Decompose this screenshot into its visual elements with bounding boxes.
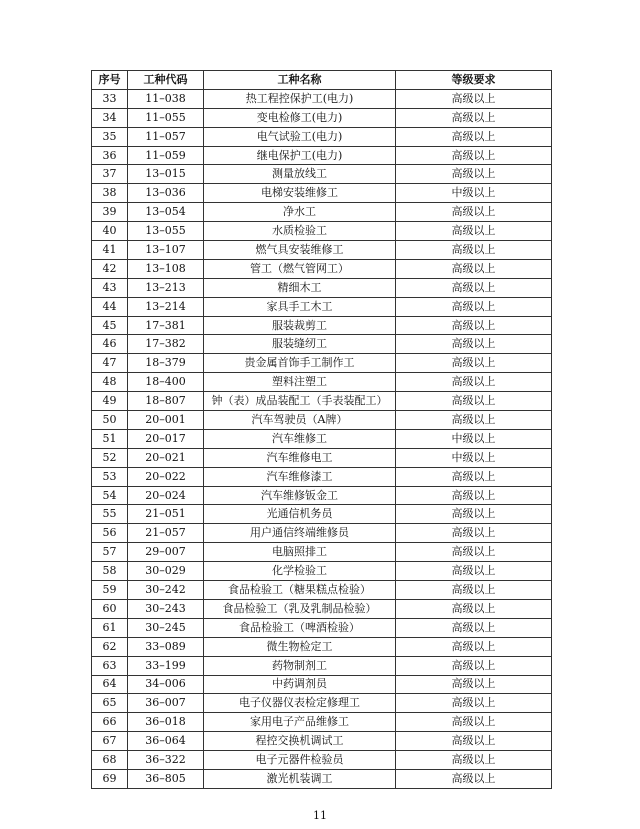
cell-occupation-code: 11–055 — [128, 108, 204, 127]
table-row — [92, 335, 552, 354]
cell-serial-number: 38 — [92, 184, 128, 203]
cell-serial-number: 55 — [92, 505, 128, 524]
cell-level-requirement: 高级以上 — [396, 259, 552, 278]
cell-occupation-code: 17–381 — [128, 316, 204, 335]
cell-serial-number: 65 — [92, 694, 128, 713]
cell-occupation-code: 18–379 — [128, 354, 204, 373]
table-row — [92, 354, 552, 373]
cell-level-requirement: 中级以上 — [396, 184, 552, 203]
cell-level-requirement: 高级以上 — [396, 165, 552, 184]
cell-level-requirement: 高级以上 — [396, 354, 552, 373]
table-row — [92, 751, 552, 770]
table-row — [92, 89, 552, 108]
table-row — [92, 316, 552, 335]
table-row — [92, 675, 552, 694]
cell-occupation-name: 用户通信终端维修员 — [204, 524, 396, 543]
table-row — [92, 524, 552, 543]
cell-level-requirement: 高级以上 — [396, 675, 552, 694]
cell-level-requirement: 高级以上 — [396, 203, 552, 222]
cell-level-requirement: 高级以上 — [396, 316, 552, 335]
cell-serial-number: 46 — [92, 335, 128, 354]
cell-serial-number: 42 — [92, 259, 128, 278]
cell-occupation-code: 36–322 — [128, 751, 204, 770]
cell-occupation-code: 17–382 — [128, 335, 204, 354]
cell-occupation-name: 变电检修工(电力) — [204, 108, 396, 127]
table-row — [92, 392, 552, 411]
cell-occupation-name: 激光机装调工 — [204, 769, 396, 788]
cell-occupation-code: 13–055 — [128, 222, 204, 241]
cell-occupation-code: 29–007 — [128, 543, 204, 562]
cell-occupation-name: 光通信机务员 — [204, 505, 396, 524]
header-occupation-code: 工种代码 — [128, 71, 204, 90]
cell-level-requirement: 高级以上 — [396, 467, 552, 486]
cell-level-requirement: 高级以上 — [396, 732, 552, 751]
cell-occupation-name: 食品检验工（乳及乳制品检验） — [204, 599, 396, 618]
cell-level-requirement: 高级以上 — [396, 562, 552, 581]
table-body — [92, 89, 552, 788]
cell-occupation-code: 30–029 — [128, 562, 204, 581]
cell-level-requirement: 高级以上 — [396, 486, 552, 505]
table-row — [92, 184, 552, 203]
cell-occupation-code: 13–054 — [128, 203, 204, 222]
table-header-row — [92, 71, 552, 90]
cell-occupation-code: 36–805 — [128, 769, 204, 788]
cell-occupation-name: 电脑照排工 — [204, 543, 396, 562]
cell-serial-number: 56 — [92, 524, 128, 543]
cell-occupation-code: 18–807 — [128, 392, 204, 411]
cell-occupation-name: 精细木工 — [204, 278, 396, 297]
table-row — [92, 222, 552, 241]
cell-level-requirement: 高级以上 — [396, 411, 552, 430]
table-row — [92, 732, 552, 751]
cell-serial-number: 64 — [92, 675, 128, 694]
cell-serial-number: 44 — [92, 297, 128, 316]
cell-occupation-code: 34–006 — [128, 675, 204, 694]
cell-serial-number: 35 — [92, 127, 128, 146]
cell-serial-number: 51 — [92, 429, 128, 448]
header-level-requirement: 等级要求 — [396, 71, 552, 90]
cell-serial-number: 36 — [92, 146, 128, 165]
table-row — [92, 618, 552, 637]
cell-level-requirement: 中级以上 — [396, 429, 552, 448]
cell-occupation-name: 水质检验工 — [204, 222, 396, 241]
cell-occupation-name: 家具手工木工 — [204, 297, 396, 316]
cell-occupation-name: 服装缝纫工 — [204, 335, 396, 354]
cell-occupation-name: 程控交换机调试工 — [204, 732, 396, 751]
cell-serial-number: 54 — [92, 486, 128, 505]
table-row — [92, 713, 552, 732]
cell-occupation-name: 测量放线工 — [204, 165, 396, 184]
cell-level-requirement: 高级以上 — [396, 505, 552, 524]
cell-occupation-name: 净水工 — [204, 203, 396, 222]
cell-occupation-name: 汽车驾驶员（A牌） — [204, 411, 396, 430]
cell-serial-number: 34 — [92, 108, 128, 127]
cell-occupation-code: 11–038 — [128, 89, 204, 108]
cell-level-requirement: 高级以上 — [396, 713, 552, 732]
cell-serial-number: 67 — [92, 732, 128, 751]
cell-occupation-name: 微生物检定工 — [204, 637, 396, 656]
cell-level-requirement: 高级以上 — [396, 222, 552, 241]
cell-level-requirement: 中级以上 — [396, 448, 552, 467]
cell-occupation-code: 13–107 — [128, 241, 204, 260]
cell-serial-number: 37 — [92, 165, 128, 184]
cell-serial-number: 52 — [92, 448, 128, 467]
cell-level-requirement: 高级以上 — [396, 89, 552, 108]
table-row — [92, 562, 552, 581]
cell-level-requirement: 高级以上 — [396, 241, 552, 260]
cell-serial-number: 41 — [92, 241, 128, 260]
table-row — [92, 297, 552, 316]
cell-level-requirement: 高级以上 — [396, 618, 552, 637]
cell-occupation-name: 药物制剂工 — [204, 656, 396, 675]
cell-occupation-code: 20–017 — [128, 429, 204, 448]
cell-level-requirement: 高级以上 — [396, 297, 552, 316]
cell-occupation-code: 13–108 — [128, 259, 204, 278]
table-row — [92, 429, 552, 448]
cell-level-requirement: 高级以上 — [396, 751, 552, 770]
cell-serial-number: 39 — [92, 203, 128, 222]
cell-occupation-name: 塑料注塑工 — [204, 373, 396, 392]
cell-occupation-name: 贵金属首饰手工制作工 — [204, 354, 396, 373]
cell-occupation-name: 汽车维修工 — [204, 429, 396, 448]
cell-serial-number: 57 — [92, 543, 128, 562]
table-row — [92, 411, 552, 430]
cell-occupation-name: 管工（燃气管网工） — [204, 259, 396, 278]
cell-occupation-name: 电气试验工(电力) — [204, 127, 396, 146]
header-serial-number: 序号 — [92, 71, 128, 90]
cell-occupation-code: 21–051 — [128, 505, 204, 524]
cell-level-requirement: 高级以上 — [396, 392, 552, 411]
cell-occupation-code: 13–015 — [128, 165, 204, 184]
cell-occupation-code: 30–243 — [128, 599, 204, 618]
cell-occupation-name: 电子元器件检验员 — [204, 751, 396, 770]
table-row — [92, 146, 552, 165]
cell-occupation-code: 30–242 — [128, 581, 204, 600]
cell-serial-number: 43 — [92, 278, 128, 297]
cell-occupation-code: 18–400 — [128, 373, 204, 392]
cell-occupation-name: 燃气具安装维修工 — [204, 241, 396, 260]
cell-occupation-name: 中药调剂员 — [204, 675, 396, 694]
table-row — [92, 769, 552, 788]
cell-occupation-code: 30–245 — [128, 618, 204, 637]
cell-serial-number: 60 — [92, 599, 128, 618]
cell-level-requirement: 高级以上 — [396, 637, 552, 656]
cell-occupation-name: 食品检验工（糖果糕点检验） — [204, 581, 396, 600]
cell-occupation-code: 36–064 — [128, 732, 204, 751]
cell-occupation-name: 化学检验工 — [204, 562, 396, 581]
cell-occupation-name: 汽车维修电工 — [204, 448, 396, 467]
cell-occupation-code: 20–024 — [128, 486, 204, 505]
table-row — [92, 543, 552, 562]
cell-serial-number: 45 — [92, 316, 128, 335]
cell-serial-number: 33 — [92, 89, 128, 108]
table-row — [92, 656, 552, 675]
cell-occupation-code: 13–214 — [128, 297, 204, 316]
cell-occupation-name: 家用电子产品维修工 — [204, 713, 396, 732]
cell-level-requirement: 高级以上 — [396, 694, 552, 713]
cell-level-requirement: 高级以上 — [396, 769, 552, 788]
cell-serial-number: 48 — [92, 373, 128, 392]
cell-level-requirement: 高级以上 — [396, 127, 552, 146]
table-row — [92, 581, 552, 600]
table-row — [92, 108, 552, 127]
cell-occupation-code: 33–199 — [128, 656, 204, 675]
table-row — [92, 203, 552, 222]
cell-occupation-code: 11–059 — [128, 146, 204, 165]
cell-occupation-name: 食品检验工（啤酒检验） — [204, 618, 396, 637]
cell-occupation-code: 13–213 — [128, 278, 204, 297]
cell-occupation-name: 电子仪器仪表检定修理工 — [204, 694, 396, 713]
table-row — [92, 241, 552, 260]
cell-serial-number: 40 — [92, 222, 128, 241]
cell-level-requirement: 高级以上 — [396, 599, 552, 618]
cell-occupation-name: 汽车维修漆工 — [204, 467, 396, 486]
cell-serial-number: 53 — [92, 467, 128, 486]
cell-serial-number: 68 — [92, 751, 128, 770]
cell-occupation-code: 36–007 — [128, 694, 204, 713]
cell-level-requirement: 高级以上 — [396, 524, 552, 543]
occupation-table — [91, 70, 552, 789]
table-row — [92, 599, 552, 618]
cell-level-requirement: 高级以上 — [396, 543, 552, 562]
table-row — [92, 165, 552, 184]
cell-serial-number: 62 — [92, 637, 128, 656]
cell-level-requirement: 高级以上 — [396, 335, 552, 354]
table-row — [92, 486, 552, 505]
cell-occupation-code: 20–022 — [128, 467, 204, 486]
cell-serial-number: 69 — [92, 769, 128, 788]
cell-occupation-code: 36–018 — [128, 713, 204, 732]
table-row — [92, 259, 552, 278]
cell-level-requirement: 高级以上 — [396, 146, 552, 165]
cell-level-requirement: 高级以上 — [396, 373, 552, 392]
table-row — [92, 448, 552, 467]
cell-occupation-name: 钟（表）成品装配工（手表装配工） — [204, 392, 396, 411]
table-row — [92, 127, 552, 146]
cell-level-requirement: 高级以上 — [396, 656, 552, 675]
cell-level-requirement: 高级以上 — [396, 581, 552, 600]
cell-serial-number: 63 — [92, 656, 128, 675]
table-row — [92, 467, 552, 486]
table-row — [92, 694, 552, 713]
cell-occupation-name: 热工程控保护工(电力) — [204, 89, 396, 108]
cell-level-requirement: 高级以上 — [396, 278, 552, 297]
cell-occupation-name: 服装裁剪工 — [204, 316, 396, 335]
cell-occupation-code: 13–036 — [128, 184, 204, 203]
cell-serial-number: 66 — [92, 713, 128, 732]
cell-serial-number: 59 — [92, 581, 128, 600]
cell-serial-number: 61 — [92, 618, 128, 637]
table-row — [92, 637, 552, 656]
cell-serial-number: 47 — [92, 354, 128, 373]
page-number: 11 — [313, 809, 327, 822]
cell-occupation-code: 11–057 — [128, 127, 204, 146]
cell-occupation-code: 20–021 — [128, 448, 204, 467]
cell-level-requirement: 高级以上 — [396, 108, 552, 127]
cell-occupation-name: 电梯安装维修工 — [204, 184, 396, 203]
table-row — [92, 278, 552, 297]
header-occupation-name: 工种名称 — [204, 71, 396, 90]
cell-occupation-name: 汽车维修钣金工 — [204, 486, 396, 505]
cell-serial-number: 50 — [92, 411, 128, 430]
cell-serial-number: 58 — [92, 562, 128, 581]
cell-occupation-name: 继电保护工(电力) — [204, 146, 396, 165]
cell-occupation-code: 21–057 — [128, 524, 204, 543]
table-row — [92, 505, 552, 524]
cell-occupation-code: 20–001 — [128, 411, 204, 430]
table-row — [92, 373, 552, 392]
cell-serial-number: 49 — [92, 392, 128, 411]
cell-occupation-code: 33–089 — [128, 637, 204, 656]
